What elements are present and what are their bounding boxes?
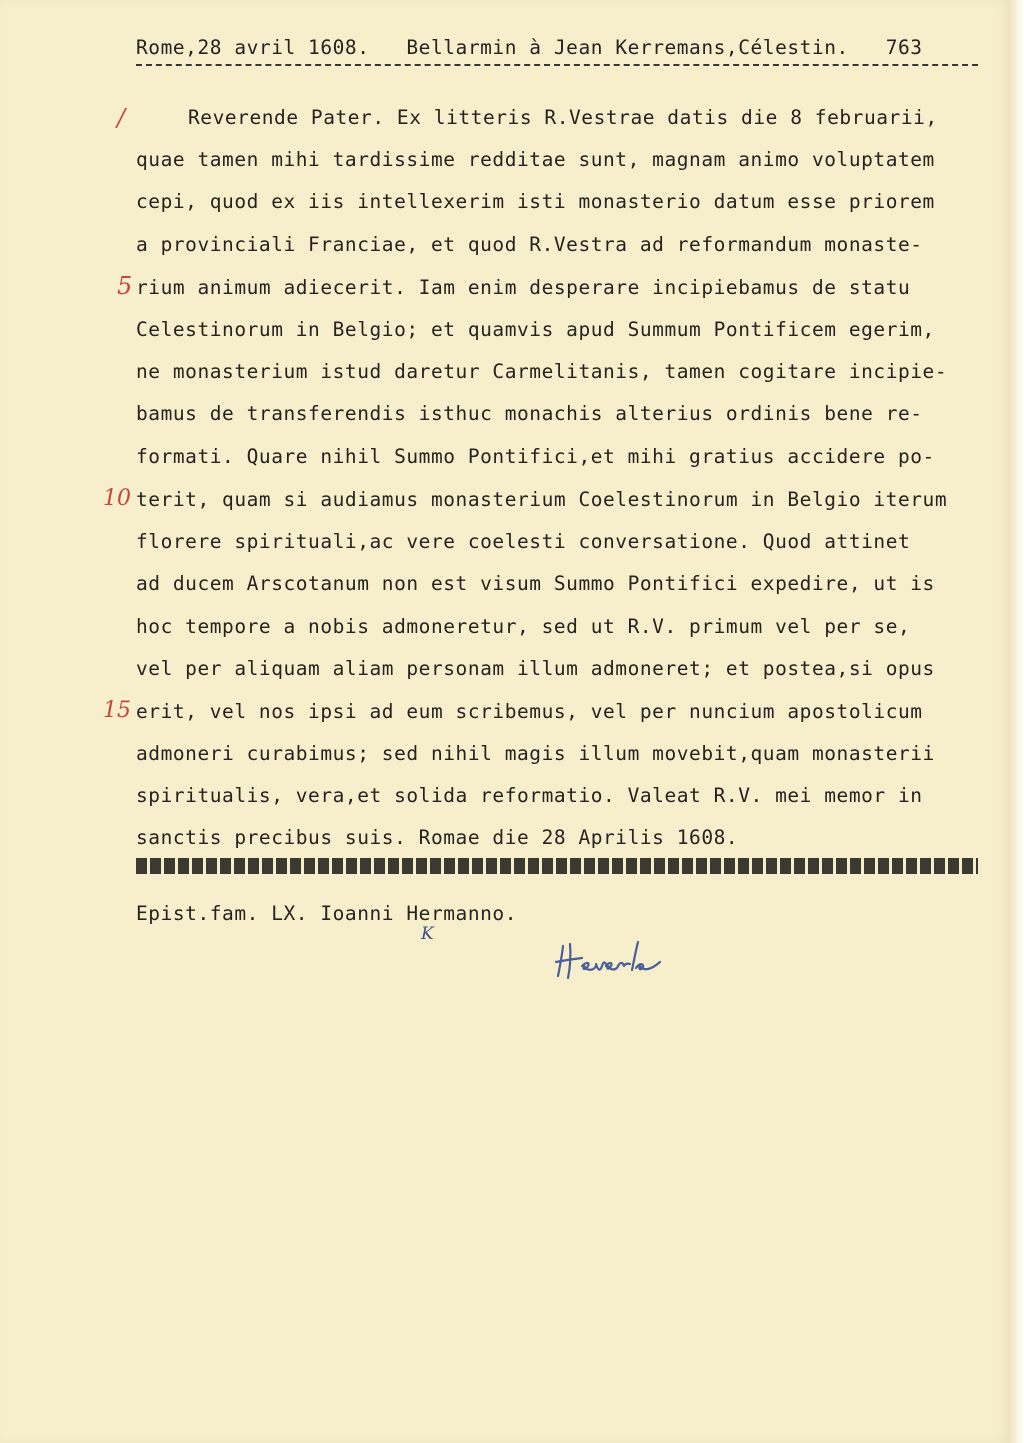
header-date-place: Rome,28 avril 1608. [136,36,370,59]
letter-line-14: vel per aliquam aliam personam illum admoneret; et postea,si opus [136,657,935,680]
margin-line-mark-15: 15 [103,698,131,723]
letter-line-1: Reverende Pater. Ex litteris R.Vestrae datis die 8 februarii, [188,106,938,129]
letter-line-6: Celestinorum in Belgio; et quamvis apud Summum Pontificem egerim, [136,318,935,341]
letter-line-2: quae tamen mihi tardissime redditae sunt, magnam animo voluptatem [136,148,935,171]
header-title: Bellarmin à Jean Kerremans,Célestin. [406,36,849,59]
handwritten-heverle-signature [548,936,678,988]
header-dashed-rule [136,64,978,66]
letter-line-11: florere spirituali,ac vere coelesti conversatione. Quod attinet [136,530,911,553]
margin-line-mark-1: / [117,104,126,132]
letter-line-8: bamus de transferendis isthuc monachis alterius ordinis bene re- [136,402,923,425]
page-header [136,36,923,59]
letter-line-12: ad ducem Arscotanum non est visum Summo Pontifici expedire, ut is [136,572,935,595]
letter-line-17: spiritualis, vera,et solida reformatio. Valeat R.V. mei memor in [136,784,923,807]
letter-line-18: sanctis precibus suis. Romae die 28 Aprilis 1608. [136,826,739,849]
letter-line-10: terit, quam si audiamus monasterium Coelestinorum in Belgio iterum [136,488,948,511]
letter-line-3: cepi, quod ex iis intellexerim isti monasterio datum esse priorem [136,190,935,213]
page-edge [1010,0,1024,1443]
closing-hash-rule [136,858,978,874]
letter-line-9: formati. Quare nihil Summo Pontifici,et mihi gratius accidere po- [136,445,935,468]
letter-line-13: hoc tempore a nobis admoneretur, sed ut R.V. primum vel per se, [136,615,911,638]
page-number: 763 [885,36,923,59]
source-note: Epist.fam. LX. Ioanni Hermanno. [136,902,517,925]
margin-line-mark-10: 10 [103,486,131,511]
handwritten-k-mark: K [421,924,434,944]
letter-line-4: a provinciali Franciae, et quod R.Vestra ad reformandum monaste- [136,233,923,256]
letter-line-16: admoneri curabimus; sed nihil magis illum movebit,quam monasterii [136,742,935,765]
letter-line-5: rium animum adiecerit. Iam enim desperare incipiebamus de statu [136,276,911,299]
letter-line-15: erit, vel nos ipsi ad eum scribemus, vel per nuncium apostolicum [136,700,923,723]
letter-line-7: ne monasterium istud daretur Carmelitanis, tamen cogitare incipie- [136,360,948,383]
margin-line-mark-5: 5 [117,272,133,300]
